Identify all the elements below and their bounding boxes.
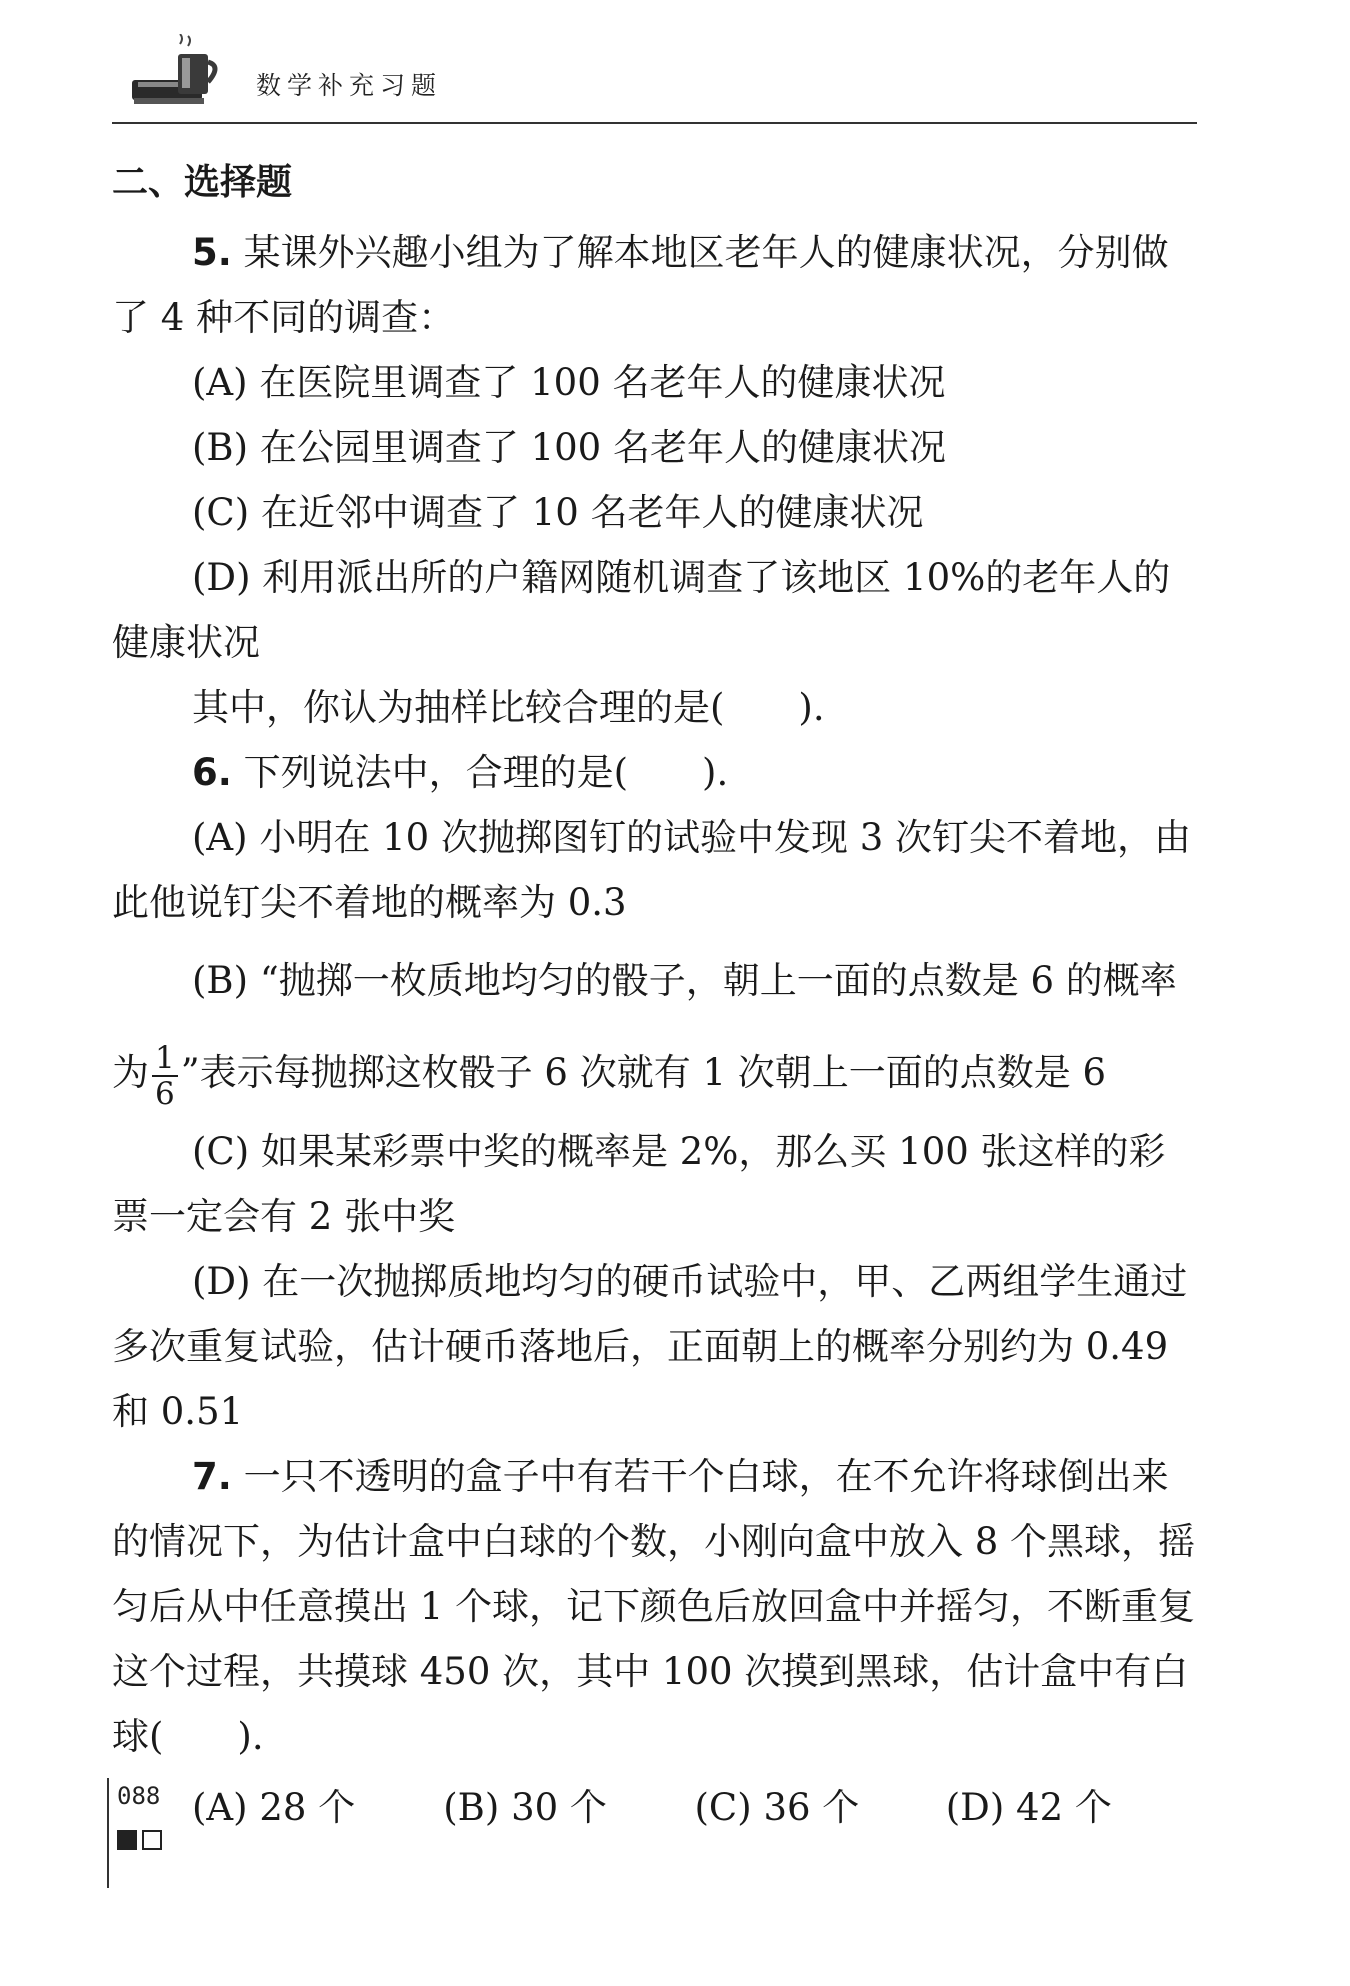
book-and-mug-icon [128,34,248,114]
option-text-before: (B) “抛掷一枚质地均匀的骰子，朝上一面的点数是 6 的概率为 [112,959,1177,1094]
question-6-option-d: (D) 在一次抛掷质地均匀的硬币试验中，甲、乙两组学生通过多次重复试验，估计硬币落地后，正面朝上的概率分别约为 0.49 和 0.51 [112,1260,1188,1433]
question-number: 7. [192,1455,232,1498]
option-text-after: ”表示每抛掷这枚骰子 6 次就有 1 次朝上一面的点数是 6 [180,1051,1107,1094]
book-title: 数学补充习题 [256,71,443,100]
choice-b: (B) 30 个 [443,1786,607,1829]
question-6-option-c: (C) 如果某彩票中奖的概率是 2%，那么买 100 张这样的彩票一定会有 2 张中奖 [112,1130,1166,1238]
question-number: 5. [192,231,232,274]
question-text: 下列说法中，合理的是( ). [243,751,729,794]
filled-square-icon [117,1830,137,1850]
choice-c: (C) 36 个 [694,1786,860,1829]
question-5-option-d: (D) 利用派出所的户籍网随机调查了该地区 10%的老年人的健康状况 [112,556,1171,664]
section-title: 二、选择题 [112,162,293,203]
question-5-option-a: (A) 在医院里调查了 100 名老年人的健康状况 [192,361,946,404]
question-7-stem [112,1444,1197,1769]
question-text: 一只不透明的盒子中有若干个白球，在不允许将球倒出来的情况下，为估计盒中白球的个数，小刚向盒中放入 8 个黑球，摇匀后从中任意摸出 1 个球，记下颜色后放回盒中并摇匀，不断重复这个过程，共摸球 450 次，其中 100 次摸到黑球，估计盒中有白球( ). [112,1455,1196,1758]
footer-rule [107,1778,109,1888]
choice-a: (A) 28 个 [192,1786,356,1829]
question-text: 某课外兴趣小组为了解本地区老年人的健康状况，分别做了 4 种不同的调查： [112,231,1169,339]
footer-marks [117,1830,162,1850]
question-5-option-c: (C) 在近邻中调查了 10 名老年人的健康状况 [192,491,924,534]
fraction-denominator: 6 [155,1075,175,1112]
question-5-stem [112,220,1197,350]
page-header [112,30,1197,124]
empty-square-icon [142,1830,162,1850]
fraction [152,1041,178,1111]
question-7-choices [112,1775,1197,1840]
choice-d: (D) 42 个 [945,1786,1112,1829]
question-6-stem [112,740,1197,805]
question-5-option-b: (B) 在公园里调查了 100 名老年人的健康状况 [192,426,946,469]
question-5-prompt: 其中，你认为抽样比较合理的是( ). [192,686,825,729]
page-content [112,150,1197,1840]
question-6-option-b [112,935,1197,1119]
page-number: 088 [117,1782,161,1810]
question-6-option-a: (A) 小明在 10 次抛掷图钉的试验中发现 3 次钉尖不着地，由此他说钉尖不着地的概率为 0.3 [112,816,1192,924]
question-number: 6. [192,751,232,794]
fraction-numerator: 1 [152,1041,178,1077]
